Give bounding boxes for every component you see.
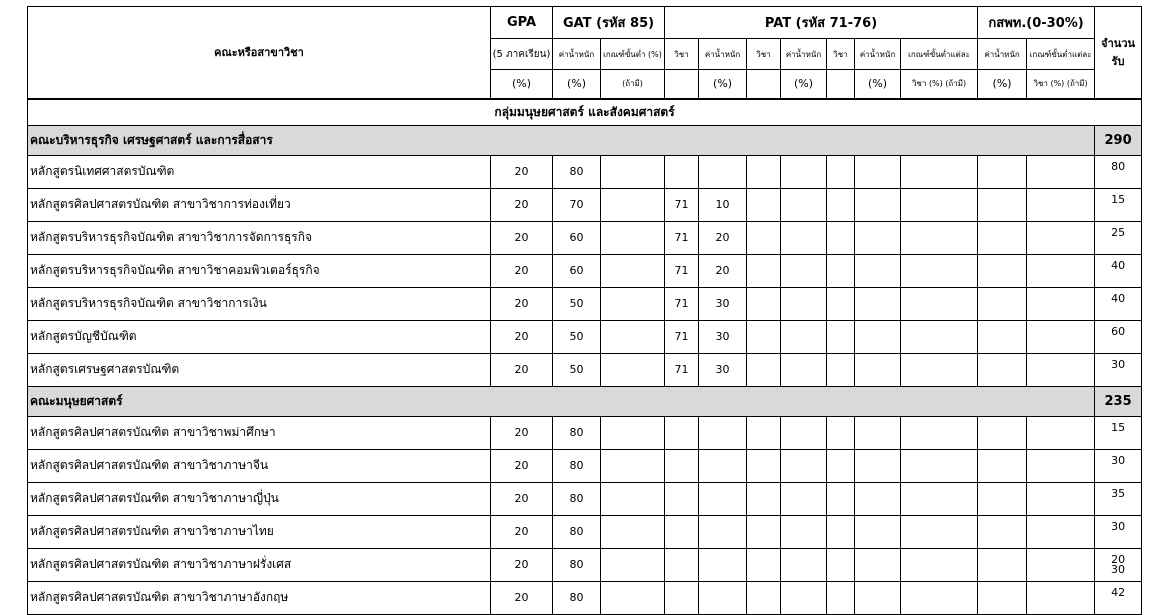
table-row	[28, 482, 1142, 515]
pat1-subject-cell	[665, 581, 699, 614]
gat-min-cell	[601, 353, 665, 386]
program-total: 60	[1095, 320, 1142, 353]
onet-min-cell	[1027, 515, 1095, 548]
pat1-subject-cell	[665, 449, 699, 482]
faculty-row	[28, 125, 1142, 155]
gat-weight-cell: 50	[553, 353, 601, 386]
onet-unit: (%)	[978, 70, 1027, 99]
gpa-cell: 20	[491, 221, 553, 254]
pat3-subject-cell	[827, 254, 855, 287]
gat-min-cell	[601, 188, 665, 221]
pat-min-cell	[901, 188, 978, 221]
pat1-subject-label: วิชา	[665, 39, 699, 70]
table-row	[28, 581, 1142, 614]
pat2-weight-cell	[781, 449, 827, 482]
program-name: หลักสูตรศิลปศาสตรบัณฑิต สาขาวิชาภาษาจีน	[28, 449, 491, 482]
pat2-weight-cell	[781, 221, 827, 254]
pat1-subject-cell	[665, 416, 699, 449]
pat-min-cell	[901, 515, 978, 548]
gpa-cell: 20	[491, 320, 553, 353]
faculty-total: 235	[1095, 386, 1142, 416]
table-row	[28, 155, 1142, 188]
onet-min-line2: วิชา (%) (ถ้ามี)	[1027, 70, 1095, 99]
program-name: หลักสูตรศิลปศาสตรบัณฑิต สาขาวิชาภาษาไทย	[28, 515, 491, 548]
program-total: 30	[1095, 353, 1142, 386]
program-total: 40	[1095, 287, 1142, 320]
pat2-weight-cell	[781, 353, 827, 386]
gpa-cell: 20	[491, 254, 553, 287]
pat1-weight-cell	[699, 515, 747, 548]
gpa-cell: 20	[491, 482, 553, 515]
pat1-subject-cell	[665, 482, 699, 515]
gat-weight-cell: 80	[553, 581, 601, 614]
program-total: 25	[1095, 221, 1142, 254]
pat2-subject-cell	[747, 353, 781, 386]
gat-min-cell	[601, 416, 665, 449]
pat3-subject-cell	[827, 320, 855, 353]
pat2-subject-cell	[747, 221, 781, 254]
pat1-weight-cell	[699, 416, 747, 449]
pat-min-cell	[901, 581, 978, 614]
gat-weight-cell: 80	[553, 155, 601, 188]
pat2-weight-cell	[781, 320, 827, 353]
onet-weight-cell	[978, 320, 1027, 353]
pat3-weight-cell	[855, 188, 901, 221]
pat3-subject-cell	[827, 353, 855, 386]
pat-min-cell	[901, 287, 978, 320]
gat-min-cell	[601, 320, 665, 353]
pat-min-label: เกณฑ์ขั้นต่ำแต่ละ	[901, 39, 978, 70]
onet-min-cell	[1027, 416, 1095, 449]
gpa-cell: 20	[491, 353, 553, 386]
pat3-subject-cell	[827, 515, 855, 548]
pat3-unit: (%)	[855, 70, 901, 99]
pat-min-cell	[901, 155, 978, 188]
pat3-weight-cell	[855, 449, 901, 482]
pat1-subject-cell: 71	[665, 320, 699, 353]
pat2-subject-cell	[747, 548, 781, 581]
gat-weight-cell: 80	[553, 482, 601, 515]
pat2-subject-cell	[747, 416, 781, 449]
onet-weight-cell	[978, 449, 1027, 482]
program-total: 30	[1095, 449, 1142, 482]
pat3-subject-cell	[827, 581, 855, 614]
pat3-subject-blank	[827, 70, 855, 99]
pat3-subject-cell	[827, 449, 855, 482]
pat1-subject-cell	[665, 155, 699, 188]
program-total: 20	[1095, 548, 1142, 581]
pat3-weight-cell	[855, 581, 901, 614]
onet-weight-cell	[978, 548, 1027, 581]
header-row-1	[28, 7, 1142, 39]
faculty-row	[28, 386, 1142, 416]
gat-weight-cell: 50	[553, 320, 601, 353]
pat2-subject-cell	[747, 254, 781, 287]
pat3-weight-cell	[855, 155, 901, 188]
gat-if-any: (ถ้ามี)	[601, 70, 665, 99]
pat2-weight-cell	[781, 515, 827, 548]
onet-min-cell	[1027, 482, 1095, 515]
pat3-weight-label: ค่าน้ำหนัก	[855, 39, 901, 70]
pat2-subject-cell	[747, 287, 781, 320]
onet-weight-cell	[978, 221, 1027, 254]
program-total: 35	[1095, 482, 1142, 515]
pat1-weight-cell: 30	[699, 320, 747, 353]
gpa-sub: (5 ภาคเรียน)	[491, 39, 553, 70]
pat2-weight-cell	[781, 581, 827, 614]
pat3-subject-cell	[827, 482, 855, 515]
program-name: หลักสูตรเศรษฐศาสตรบัณฑิต	[28, 353, 491, 386]
pat1-subject-cell: 71	[665, 188, 699, 221]
gat-min-cell	[601, 581, 665, 614]
onet-weight-cell	[978, 482, 1027, 515]
pat2-subject-cell	[747, 515, 781, 548]
onet-weight-label: ค่าน้ำหนัก	[978, 39, 1027, 70]
gpa-cell: 20	[491, 287, 553, 320]
onet-min-cell	[1027, 254, 1095, 287]
gpa-cell: 20	[491, 449, 553, 482]
gpa-cell: 20	[491, 548, 553, 581]
program-total: 42	[1095, 581, 1142, 614]
onet-min-cell	[1027, 221, 1095, 254]
pat3-weight-cell	[855, 320, 901, 353]
faculty-name: คณะบริหารธุรกิจ เศรษฐศาสตร์ และการสื่อสาร	[28, 125, 1095, 155]
pat3-subject-cell	[827, 287, 855, 320]
pat3-weight-cell	[855, 482, 901, 515]
gat-min-cell	[601, 221, 665, 254]
pat2-weight-cell	[781, 482, 827, 515]
gat-weight-cell: 80	[553, 548, 601, 581]
gat-weight-cell: 60	[553, 254, 601, 287]
program-name: หลักสูตรบริหารธุรกิจบัณฑิต สาขาวิชาการจัดการธุรกิจ	[28, 221, 491, 254]
pat-min-cell	[901, 254, 978, 287]
gat-min-label: เกณฑ์ขั้นต่ำ (%)	[601, 39, 665, 70]
gpa-cell: 20	[491, 155, 553, 188]
pat1-weight-cell: 20	[699, 221, 747, 254]
onet-min-cell	[1027, 449, 1095, 482]
pat2-weight-cell	[781, 254, 827, 287]
gpa-cell: 20	[491, 515, 553, 548]
faculty-name: คณะมนุษยศาสตร์	[28, 386, 1095, 416]
gat-weight-cell: 80	[553, 449, 601, 482]
pat1-subject-cell: 71	[665, 287, 699, 320]
pat3-weight-cell	[855, 548, 901, 581]
gat-weight-cell: 70	[553, 188, 601, 221]
pat3-weight-cell	[855, 254, 901, 287]
onet-header: กสพท.(0-30%)	[978, 7, 1095, 39]
onet-weight-cell	[978, 254, 1027, 287]
gat-weight-cell: 80	[553, 416, 601, 449]
onet-min-cell	[1027, 320, 1095, 353]
table-row	[28, 221, 1142, 254]
gat-weight-cell: 80	[553, 515, 601, 548]
table-row	[28, 548, 1142, 581]
program-name: หลักสูตรศิลปศาสตรบัณฑิต สาขาวิชาภาษาอังกฤษ	[28, 581, 491, 614]
pat1-weight-cell	[699, 548, 747, 581]
pat1-subject-cell	[665, 515, 699, 548]
pat-min-cell	[901, 221, 978, 254]
group-row	[28, 99, 1142, 126]
program-name: หลักสูตรศิลปศาสตรบัณฑิต สาขาวิชาพม่าศึกษา	[28, 416, 491, 449]
pat2-subject-cell	[747, 581, 781, 614]
pat2-weight-cell	[781, 188, 827, 221]
table-row	[28, 254, 1142, 287]
gat-weight-cell: 50	[553, 287, 601, 320]
pat2-unit: (%)	[781, 70, 827, 99]
pat2-subject-cell	[747, 155, 781, 188]
pat2-subject-blank	[747, 70, 781, 99]
gat-unit: (%)	[553, 70, 601, 99]
table-row	[28, 515, 1142, 548]
table-row	[28, 416, 1142, 449]
pat-header: PAT (รหัส 71-76)	[665, 7, 978, 39]
pat2-subject-cell	[747, 449, 781, 482]
onet-min-cell	[1027, 548, 1095, 581]
onet-weight-cell	[978, 155, 1027, 188]
table-row	[28, 287, 1142, 320]
pat3-weight-cell	[855, 287, 901, 320]
pat1-subject-cell: 71	[665, 254, 699, 287]
program-name: หลักสูตรบริหารธุรกิจบัณฑิต สาขาวิชาคอมพิวเตอร์ธุรกิจ	[28, 254, 491, 287]
program-name: หลักสูตรศิลปศาสตรบัณฑิต สาขาวิชาภาษาญี่ปุ่น	[28, 482, 491, 515]
gat-min-cell	[601, 449, 665, 482]
onet-min-cell	[1027, 188, 1095, 221]
pat2-subject-cell	[747, 188, 781, 221]
program-total: 15	[1095, 188, 1142, 221]
pat1-weight-cell: 20	[699, 254, 747, 287]
gpa-unit: (%)	[491, 70, 553, 99]
pat1-weight-cell	[699, 482, 747, 515]
program-name: หลักสูตรศิลปศาสตรบัณฑิต สาขาวิชาการท่องเที่ยว	[28, 188, 491, 221]
pat2-weight-label: ค่าน้ำหนัก	[781, 39, 827, 70]
pat3-weight-cell	[855, 353, 901, 386]
onet-min-cell	[1027, 353, 1095, 386]
pat2-weight-cell	[781, 548, 827, 581]
onet-weight-cell	[978, 188, 1027, 221]
pat3-subject-cell	[827, 548, 855, 581]
pat1-subject-blank	[665, 70, 699, 99]
table-row	[28, 353, 1142, 386]
pat3-subject-cell	[827, 416, 855, 449]
next-page-partial-number: 30	[1111, 563, 1125, 576]
gat-weight-label: ค่าน้ำหนัก	[553, 39, 601, 70]
onet-weight-cell	[978, 353, 1027, 386]
gat-weight-cell: 60	[553, 221, 601, 254]
table-row	[28, 449, 1142, 482]
pat1-unit: (%)	[699, 70, 747, 99]
table-row	[28, 188, 1142, 221]
pat3-subject-cell	[827, 188, 855, 221]
pat1-weight-cell: 10	[699, 188, 747, 221]
gat-min-cell	[601, 482, 665, 515]
program-total: 40	[1095, 254, 1142, 287]
pat2-weight-cell	[781, 287, 827, 320]
pat1-subject-cell: 71	[665, 353, 699, 386]
pat2-weight-cell	[781, 416, 827, 449]
pat2-weight-cell	[781, 155, 827, 188]
pat3-weight-cell	[855, 416, 901, 449]
pat1-weight-cell	[699, 581, 747, 614]
faculty-total: 290	[1095, 125, 1142, 155]
pat-min-cell	[901, 416, 978, 449]
gpa-cell: 20	[491, 416, 553, 449]
pat1-subject-cell	[665, 548, 699, 581]
onet-min-cell	[1027, 155, 1095, 188]
table-row	[28, 320, 1142, 353]
pat1-weight-cell	[699, 449, 747, 482]
program-name: หลักสูตรนิเทศศาสตรบัณฑิต	[28, 155, 491, 188]
group-title: กลุ่มมนุษยศาสตร์ และสังคมศาสตร์	[28, 99, 1142, 126]
onet-weight-cell	[978, 581, 1027, 614]
pat3-weight-cell	[855, 515, 901, 548]
pat3-subject-cell	[827, 221, 855, 254]
gat-header: GAT (รหัส 85)	[553, 7, 665, 39]
pat-min-line2: วิชา (%) (ถ้ามี)	[901, 70, 978, 99]
pat-min-cell	[901, 548, 978, 581]
onet-min-cell	[1027, 287, 1095, 320]
pat1-weight-cell: 30	[699, 287, 747, 320]
gat-min-cell	[601, 254, 665, 287]
pat3-subject-cell	[827, 155, 855, 188]
gat-min-cell	[601, 287, 665, 320]
pat-min-cell	[901, 482, 978, 515]
program-name: หลักสูตรศิลปศาสตรบัณฑิต สาขาวิชาภาษาฝรั่งเศส	[28, 548, 491, 581]
program-name: หลักสูตรบริหารธุรกิจบัณฑิต สาขาวิชาการเงิน	[28, 287, 491, 320]
pat1-weight-cell: 30	[699, 353, 747, 386]
gat-min-cell	[601, 515, 665, 548]
pat1-weight-label: ค่าน้ำหนัก	[699, 39, 747, 70]
total-header-line1: จำนวน	[1101, 37, 1136, 51]
program-total: 30	[1095, 515, 1142, 548]
pat-min-cell	[901, 320, 978, 353]
faculty-col-header: คณะหรือสาขาวิชา	[28, 7, 491, 99]
pat2-subject-cell	[747, 482, 781, 515]
pat-min-cell	[901, 449, 978, 482]
gpa-cell: 20	[491, 188, 553, 221]
onet-weight-cell	[978, 287, 1027, 320]
pat2-subject-label: วิชา	[747, 39, 781, 70]
gat-min-cell	[601, 548, 665, 581]
gat-min-cell	[601, 155, 665, 188]
pat1-weight-cell	[699, 155, 747, 188]
pat2-subject-cell	[747, 320, 781, 353]
pat3-subject-label: วิชา	[827, 39, 855, 70]
program-name: หลักสูตรบัญชีบัณฑิต	[28, 320, 491, 353]
gpa-cell: 20	[491, 581, 553, 614]
total-col-header	[1095, 7, 1142, 99]
pat-min-cell	[901, 353, 978, 386]
onet-weight-cell	[978, 515, 1027, 548]
program-total: 80	[1095, 155, 1142, 188]
total-header-line2: รับ	[1111, 55, 1125, 69]
onet-min-cell	[1027, 581, 1095, 614]
gpa-header: GPA	[491, 7, 553, 39]
onet-weight-cell	[978, 416, 1027, 449]
admission-table	[27, 6, 1142, 615]
pat3-weight-cell	[855, 221, 901, 254]
onet-min-label: เกณฑ์ขั้นต่ำแต่ละ	[1027, 39, 1095, 70]
program-total: 15	[1095, 416, 1142, 449]
pat1-subject-cell: 71	[665, 221, 699, 254]
